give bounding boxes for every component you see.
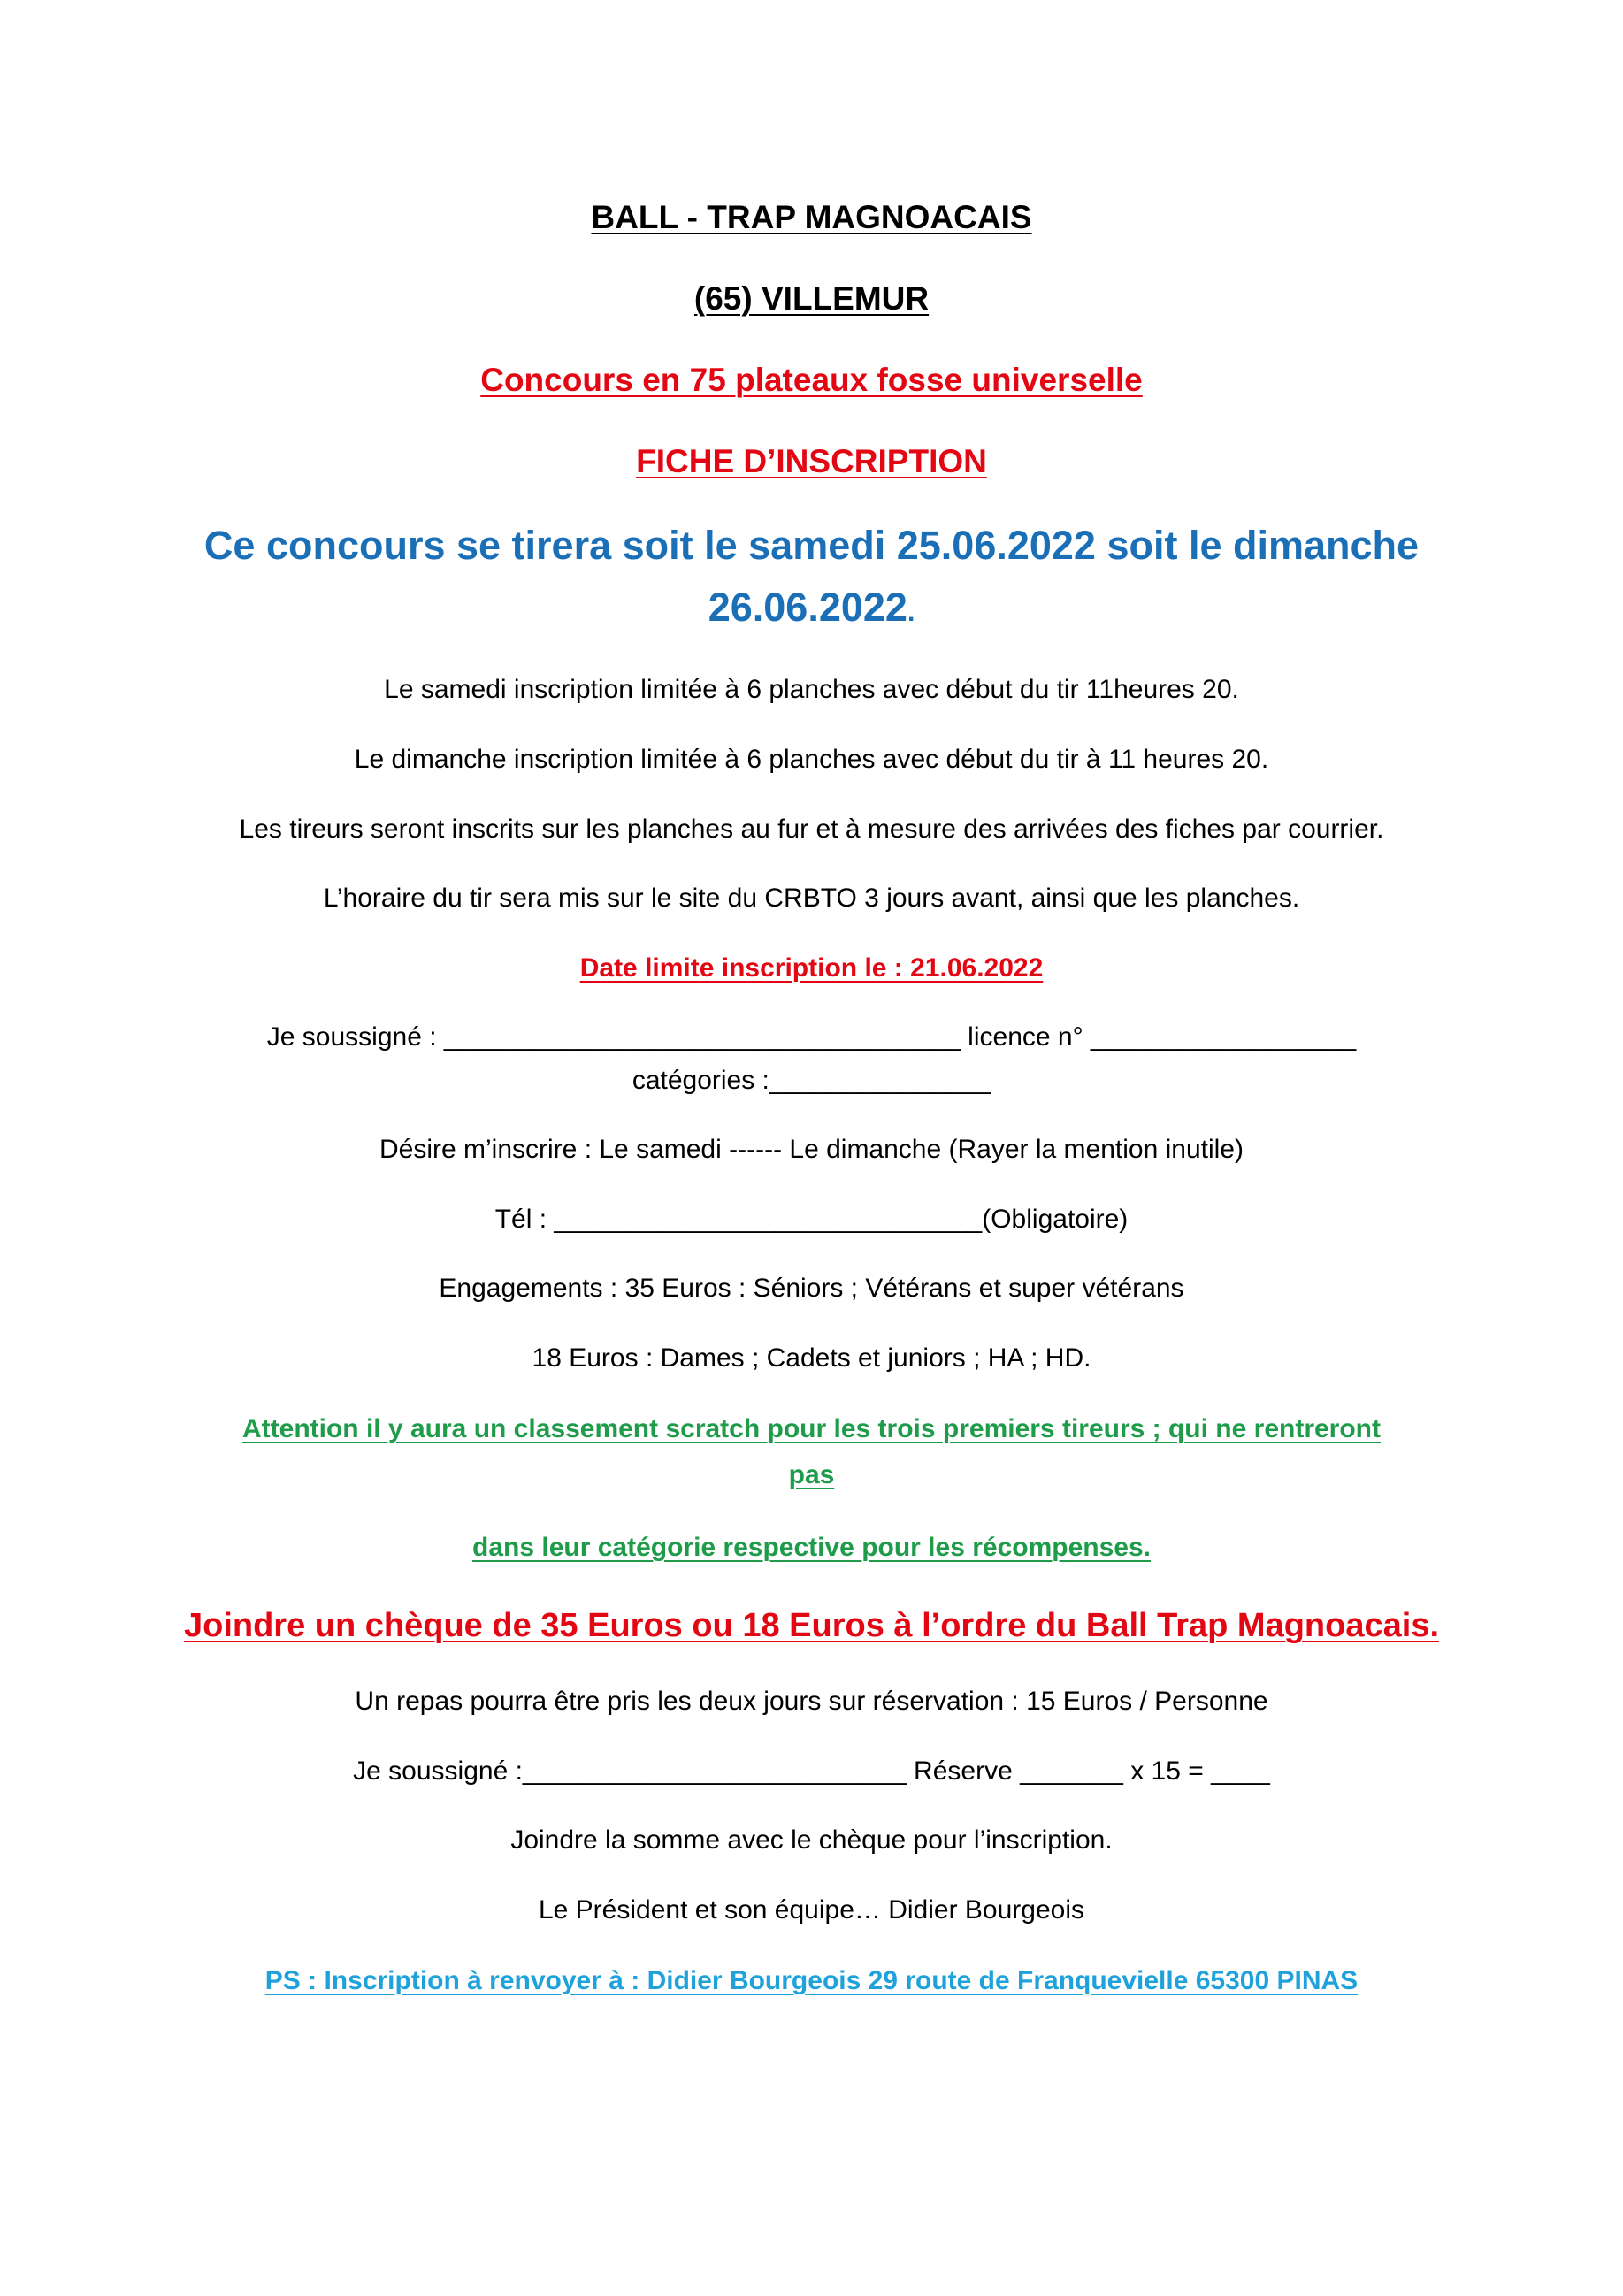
notice-line-3: dans leur catégorie respective pour les récompenses.: [472, 1533, 1151, 1562]
info-order: Les tireurs seront inscrits sur les planches au fur et à mesure des arrivées des fiches par courrier.: [239, 815, 1384, 844]
club-title: BALL - TRAP MAGNOACAIS: [591, 199, 1032, 235]
meal-line-1: Un repas pourra être pris les deux jours sur réservation : 15 Euros / Personne: [355, 1687, 1268, 1716]
fees-line-2: 18 Euros : Dames ; Cadets et juniors ; HA ; HD.: [532, 1343, 1091, 1373]
form-day-choice-line: Désire m’inscrire : Le samedi ------ Le dimanche (Rayer la mention inutile): [379, 1135, 1244, 1164]
headline-date: 26.06.2022: [708, 585, 907, 630]
info-schedule: L’horaire du tir sera mis sur le site du CRBTO 3 jours avant, ainsi que les planches.: [323, 884, 1300, 913]
form-title: FICHE D’INSCRIPTION: [636, 443, 987, 479]
deadline: Date limite inscription le : 21.06.2022: [579, 953, 1044, 983]
signature: Le Président et son équipe… Didier Bourgeois: [538, 1895, 1085, 1925]
cheque-instruction: Joindre un chèque de 35 Euros ou 18 Euros à l’ordre du Ball Trap Magnoacais.: [183, 1607, 1440, 1644]
contest-title: Concours en 75 plateaux fosse universelle: [480, 362, 1143, 398]
ps-return-address: PS : Inscription à renvoyer à : Didier Bourgeois 29 route de Franquevielle 65300 PINAS: [264, 1966, 1359, 1995]
form-name-licence-line: Je soussigné : ___________________________________ licence n° __________________: [266, 1022, 1357, 1052]
meal-reservation-line: Je soussigné :__________________________ Réserve _______ x 15 = ____: [353, 1756, 1270, 1786]
info-sunday: Le dimanche inscription limitée à 6 planches avec début du tir à 11 heures 20.: [354, 745, 1269, 774]
notice-line-1: Attention il y aura un classement scratch pour les trois premiers tireurs ; qui ne rentreront: [242, 1414, 1381, 1443]
form-phone-line: Tél : _____________________________(Obligatoire): [494, 1205, 1129, 1234]
meal-line-3: Joindre la somme avec le chèque pour l’inscription.: [510, 1825, 1113, 1855]
notice-line-2: pas: [788, 1460, 835, 1489]
headline-line-1: Ce concours se tirera soit le samedi 25.06.2022 soit le dimanche: [203, 523, 1420, 568]
form-category-line: catégories :_______________: [632, 1066, 991, 1095]
headline-line-2: [0, 584, 1623, 631]
headline-period: .: [907, 598, 915, 627]
info-saturday: Le samedi inscription limitée à 6 planches avec début du tir 11heures 20.: [384, 675, 1239, 704]
club-location: (65) VILLEMUR: [693, 280, 930, 317]
fees-line-1: Engagements : 35 Euros : Séniors ; Vétérans et super vétérans: [439, 1274, 1184, 1303]
